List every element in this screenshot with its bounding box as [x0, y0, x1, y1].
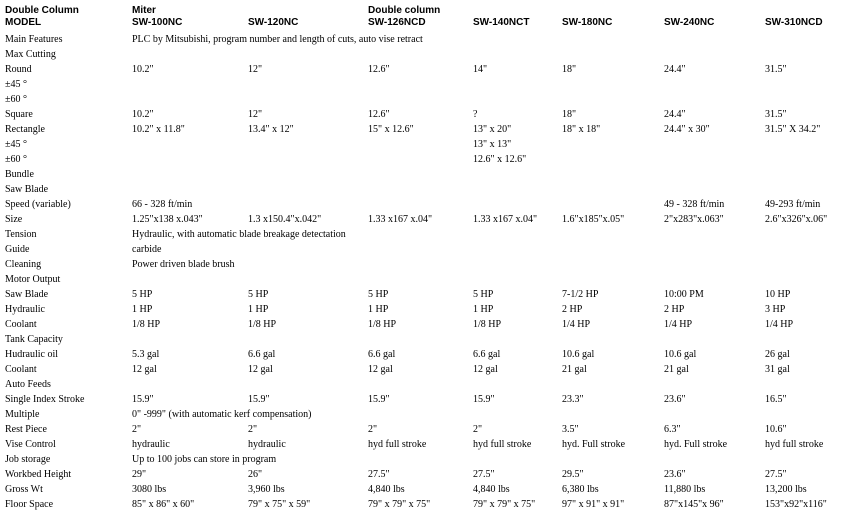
- spec-cell-sw-100nc: 3080 lbs: [132, 484, 167, 495]
- header-sw-126ncd: SW-126NCD: [368, 17, 426, 28]
- spec-cell-sw-100nc: 1.25"x138 x.043": [132, 214, 203, 225]
- spec-cell-sw-100nc: PLC by Mitsubishi, program number and length of cuts, auto vise retract: [132, 34, 423, 45]
- spec-cell-sw-140nct: 13" x 13": [473, 139, 512, 150]
- spec-cell-sw-126ncd: 2": [368, 424, 378, 435]
- spec-cell-sw-100nc: 12 gal: [132, 364, 157, 375]
- spec-cell-sw-240nc: 6.3": [664, 424, 681, 435]
- spec-cell-sw-240nc: 23.6": [664, 394, 686, 405]
- spec-cell-sw-180nc: 1/4 HP: [562, 319, 591, 330]
- spec-cell-sw-310ncd: 49-293 ft/min: [765, 199, 821, 210]
- spec-cell-sw-120nc: 12": [248, 64, 263, 75]
- spec-cell-sw-240nc: 23.6": [664, 469, 686, 480]
- spec-cell-sw-100nc: 1/8 HP: [132, 319, 161, 330]
- row-label: ±60 °: [5, 154, 27, 165]
- spec-cell-sw-310ncd: 153"x92"x116": [765, 499, 827, 510]
- spec-cell-sw-100nc: 15.9": [132, 394, 154, 405]
- row-label: Round: [5, 64, 32, 75]
- spec-cell-sw-310ncd: 31.5": [765, 109, 787, 120]
- spec-cell-sw-100nc: 10.2": [132, 109, 154, 120]
- header-sw-240nc: SW-240NC: [664, 17, 715, 28]
- spec-cell-sw-120nc: 2": [248, 424, 258, 435]
- spec-cell-sw-120nc: 1 HP: [248, 304, 269, 315]
- spec-cell-sw-120nc: 26": [248, 469, 263, 480]
- spec-cell-sw-120nc: 1.3 x150.4"x.042": [248, 214, 322, 225]
- spec-cell-sw-240nc: 1/4 HP: [664, 319, 693, 330]
- spec-cell-sw-240nc: 24.4": [664, 64, 686, 75]
- spec-cell-sw-140nct: 1/8 HP: [473, 319, 502, 330]
- spec-cell-sw-140nct: ?: [473, 109, 478, 120]
- spec-cell-sw-100nc: 10.2" x 11.8": [132, 124, 185, 135]
- spec-cell-sw-240nc: 49 - 328 ft/min: [664, 199, 725, 210]
- spec-cell-sw-126ncd: 27.5": [368, 469, 390, 480]
- spec-cell-sw-310ncd: 1/4 HP: [765, 319, 794, 330]
- row-label: Hydraulic: [5, 304, 45, 315]
- spec-cell-sw-126ncd: 1/8 HP: [368, 319, 397, 330]
- row-label: ±45 °: [5, 139, 27, 150]
- spec-cell-sw-100nc: 5 HP: [132, 289, 153, 300]
- header-sw-120nc: SW-120NC: [248, 17, 299, 28]
- spec-cell-sw-140nct: 4,840 lbs: [473, 484, 510, 495]
- header-line1-sw-100nc: Miter: [132, 5, 156, 16]
- row-label: Saw Blade: [5, 184, 49, 195]
- spec-cell-sw-140nct: 1.33 x167 x.04": [473, 214, 538, 225]
- spec-cell-sw-120nc: 5 HP: [248, 289, 269, 300]
- spec-cell-sw-180nc: 6,380 lbs: [562, 484, 599, 495]
- spec-cell-sw-120nc: hydraulic: [248, 439, 286, 450]
- spec-cell-sw-100nc: Hydraulic, with automatic blade breakage detectation: [132, 229, 346, 240]
- header-sw-180nc: SW-180NC: [562, 17, 613, 28]
- spec-cell-sw-310ncd: 10.6": [765, 424, 787, 435]
- row-label: Saw Blade: [5, 289, 49, 300]
- header-sw-310ncd: SW-310NCD: [765, 17, 823, 28]
- spec-cell-sw-100nc: 1 HP: [132, 304, 153, 315]
- row-label: Multiple: [5, 409, 40, 420]
- spec-cell-sw-100nc: hydraulic: [132, 439, 170, 450]
- spec-cell-sw-120nc: 15.9": [248, 394, 270, 405]
- spec-cell-sw-240nc: 11,880 lbs: [664, 484, 706, 495]
- row-label: Square: [5, 109, 33, 120]
- row-label: Max Cutting: [5, 49, 56, 60]
- spec-cell-sw-100nc: Up to 100 jobs can store in program: [132, 454, 277, 465]
- row-label: Coolant: [5, 319, 37, 330]
- spec-cell-sw-180nc: 23.3": [562, 394, 584, 405]
- row-label: Rest Piece: [5, 424, 47, 435]
- header-line1-sw-126ncd: Double column: [368, 5, 441, 16]
- spec-cell-sw-310ncd: 16.5": [765, 394, 787, 405]
- spec-cell-sw-310ncd: 26 gal: [765, 349, 790, 360]
- spec-cell-sw-100nc: 0" -999" (with automatic kerf compensation): [132, 409, 312, 420]
- row-label: Guide: [5, 244, 30, 255]
- row-label: Main Features: [5, 34, 63, 45]
- spec-cell-sw-120nc: 12 gal: [248, 364, 273, 375]
- spec-cell-sw-310ncd: 31.5": [765, 64, 787, 75]
- row-label: Rectangle: [5, 124, 45, 135]
- row-label: Tank Capacity: [5, 334, 63, 345]
- spec-cell-sw-180nc: 97" x 91" x 91": [562, 499, 625, 510]
- spec-cell-sw-140nct: 27.5": [473, 469, 495, 480]
- spec-cell-sw-100nc: 85" x 86" x 60": [132, 499, 195, 510]
- row-label: ±45 °: [5, 79, 27, 90]
- spec-cell-sw-310ncd: 31 gal: [765, 364, 790, 375]
- row-label: Workbed Height: [5, 469, 72, 480]
- row-label: Vise Control: [5, 439, 56, 450]
- spec-cell-sw-180nc: 1.6"x185"x.05": [562, 214, 625, 225]
- spec-cell-sw-180nc: 10.6 gal: [562, 349, 595, 360]
- spec-cell-sw-140nct: 79" x 79" x 75": [473, 499, 536, 510]
- row-label: Size: [5, 214, 23, 225]
- header-sw-140nct: SW-140NCT: [473, 17, 530, 28]
- spec-cell-sw-100nc: 29": [132, 469, 147, 480]
- spec-cell-sw-180nc: 7-1/2 HP: [562, 289, 599, 300]
- spec-cell-sw-126ncd: 1.33 x167 x.04": [368, 214, 433, 225]
- spec-cell-sw-310ncd: hyd full stroke: [765, 439, 824, 450]
- spec-cell-sw-120nc: 6.6 gal: [248, 349, 276, 360]
- row-label: ±60 °: [5, 94, 27, 105]
- spec-cell-sw-126ncd: 12 gal: [368, 364, 393, 375]
- spec-cell-sw-120nc: 79" x 75" x 59": [248, 499, 311, 510]
- spec-cell-sw-140nct: 12 gal: [473, 364, 498, 375]
- spec-cell-sw-100nc: 10.2": [132, 64, 154, 75]
- spec-cell-sw-140nct: 2": [473, 424, 483, 435]
- spec-cell-sw-310ncd: 10 HP: [765, 289, 791, 300]
- row-label: Gross Wt: [5, 484, 43, 495]
- spec-cell-sw-100nc: 5.3 gal: [132, 349, 160, 360]
- row-label: Coolant: [5, 364, 37, 375]
- spec-cell-sw-100nc: 2": [132, 424, 142, 435]
- spec-cell-sw-140nct: 1 HP: [473, 304, 494, 315]
- spec-cell-sw-240nc: 10.6 gal: [664, 349, 697, 360]
- spec-cell-sw-180nc: 21 gal: [562, 364, 587, 375]
- spec-cell-sw-240nc: 24.4": [664, 109, 686, 120]
- header-line1-label: Double Column: [5, 5, 79, 16]
- row-label: Floor Space: [5, 499, 54, 510]
- spec-cell-sw-310ncd: 27.5": [765, 469, 787, 480]
- row-label: Motor Output: [5, 274, 61, 285]
- spec-cell-sw-126ncd: 1 HP: [368, 304, 389, 315]
- spec-cell-sw-126ncd: 15" x 12.6": [368, 124, 414, 135]
- spec-cell-sw-140nct: hyd full stroke: [473, 439, 532, 450]
- row-label: Job storage: [5, 454, 51, 465]
- spec-cell-sw-120nc: 12": [248, 109, 263, 120]
- header-label: MODEL: [5, 17, 42, 28]
- spec-cell-sw-140nct: 14": [473, 64, 488, 75]
- spec-cell-sw-140nct: 13" x 20": [473, 124, 512, 135]
- spec-cell-sw-180nc: 18": [562, 109, 577, 120]
- spec-cell-sw-126ncd: 12.6": [368, 109, 390, 120]
- row-label: Auto Feeds: [5, 379, 51, 390]
- spec-cell-sw-310ncd: 2.6"x326"x.06": [765, 214, 828, 225]
- row-label: Tension: [5, 229, 37, 240]
- spec-cell-sw-180nc: hyd. Full stroke: [562, 439, 626, 450]
- spec-cell-sw-120nc: 3,960 lbs: [248, 484, 285, 495]
- header-sw-100nc: SW-100NC: [132, 17, 183, 28]
- spec-cell-sw-100nc: Power driven blade brush: [132, 259, 235, 270]
- spec-cell-sw-310ncd: 31.5" X 34.2": [765, 124, 821, 135]
- spec-cell-sw-140nct: 6.6 gal: [473, 349, 501, 360]
- spec-cell-sw-126ncd: 79" x 79" x 75": [368, 499, 431, 510]
- spec-cell-sw-180nc: 18": [562, 64, 577, 75]
- spec-cell-sw-240nc: 10:00 PM: [664, 289, 704, 300]
- spec-cell-sw-240nc: 87"x145"x 96": [664, 499, 724, 510]
- spec-cell-sw-240nc: hyd. Full stroke: [664, 439, 728, 450]
- spec-cell-sw-310ncd: 13,200 lbs: [765, 484, 807, 495]
- row-label: Single Index Stroke: [5, 394, 85, 405]
- spec-cell-sw-126ncd: 5 HP: [368, 289, 389, 300]
- spec-cell-sw-240nc: 21 gal: [664, 364, 689, 375]
- spec-cell-sw-140nct: 5 HP: [473, 289, 494, 300]
- spec-cell-sw-240nc: 2 HP: [664, 304, 685, 315]
- spec-cell-sw-310ncd: 3 HP: [765, 304, 786, 315]
- row-label: Bundle: [5, 169, 34, 180]
- spec-cell-sw-240nc: 24.4" x 30": [664, 124, 710, 135]
- spec-cell-sw-180nc: 3.5": [562, 424, 579, 435]
- spec-cell-sw-140nct: 12.6" x 12.6": [473, 154, 527, 165]
- spec-cell-sw-100nc: 66 - 328 ft/min: [132, 199, 193, 210]
- spec-cell-sw-180nc: 2 HP: [562, 304, 583, 315]
- row-label: Speed (variable): [5, 199, 71, 210]
- spec-cell-sw-126ncd: 4,840 lbs: [368, 484, 405, 495]
- spec-cell-sw-126ncd: 15.9": [368, 394, 390, 405]
- spec-cell-sw-126ncd: 12.6": [368, 64, 390, 75]
- spec-cell-sw-140nct: 15.9": [473, 394, 495, 405]
- spec-cell-sw-180nc: 18" x 18": [562, 124, 601, 135]
- spec-cell-sw-126ncd: 6.6 gal: [368, 349, 396, 360]
- spec-cell-sw-120nc: 1/8 HP: [248, 319, 277, 330]
- spec-cell-sw-240nc: 2"x283"x.063": [664, 214, 724, 225]
- spec-cell-sw-120nc: 13.4" x 12": [248, 124, 294, 135]
- row-label: Cleaning: [5, 259, 42, 270]
- spec-cell-sw-100nc: carbide: [132, 244, 162, 255]
- spec-cell-sw-126ncd: hyd full stroke: [368, 439, 427, 450]
- row-label: Hudraulic oil: [5, 349, 59, 360]
- spec-cell-sw-180nc: 29.5": [562, 469, 584, 480]
